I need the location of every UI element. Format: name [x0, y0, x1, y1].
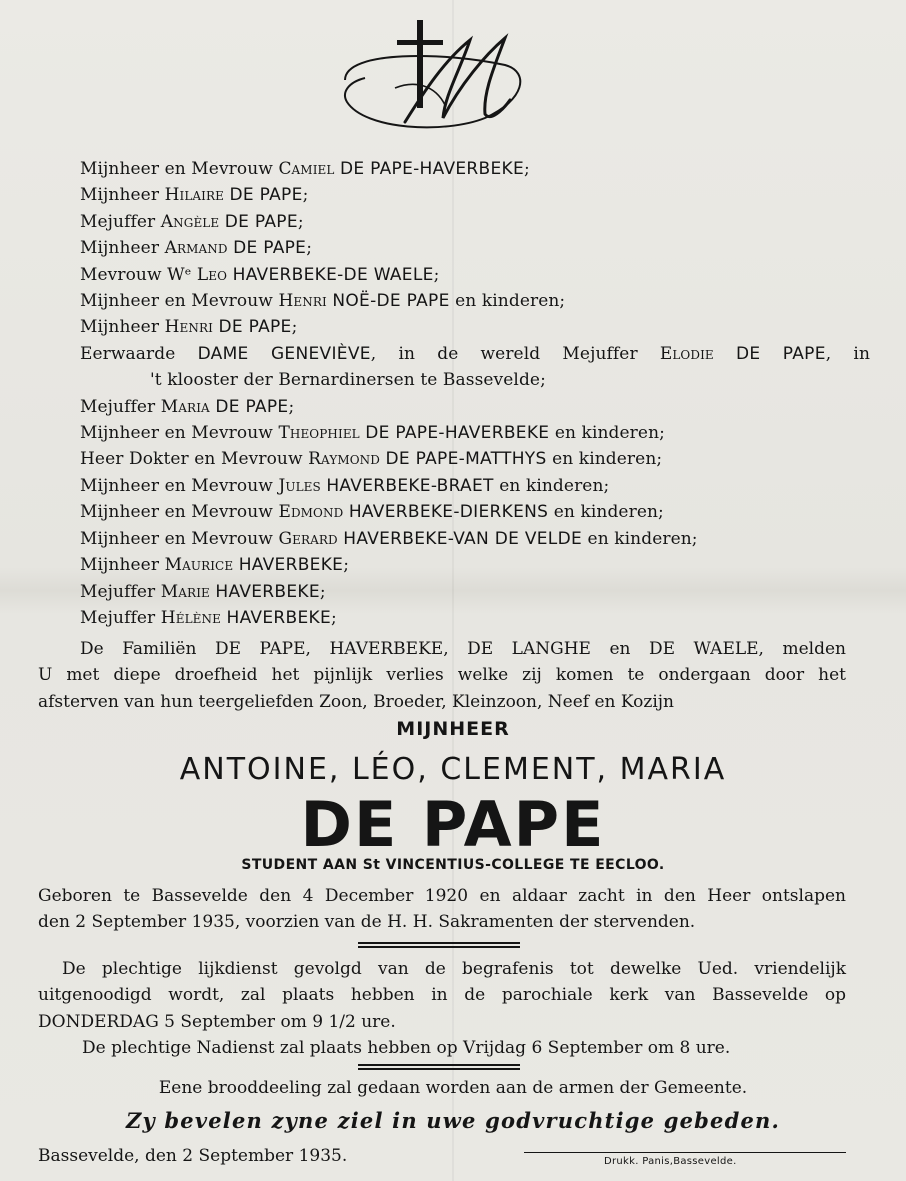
funeral-service-paragraph	[38, 956, 846, 1062]
family-line: Heer Dokter en Mevrouw Raymond DE PAPE-MATTHYS en kinderen;	[80, 449, 663, 470]
bread-distribution-note: Eene brooddeeling zal gedaan worden aan de armen der Gemeente.	[158, 1078, 748, 1098]
family-line: Mijnheer en Mevrouw Camiel DE PAPE-HAVERBEKE;	[80, 159, 530, 179]
printer-credit: Drukk. Panis,Bassevelde.	[604, 1156, 737, 1167]
family-line: Mejuffer Hélène HAVERBEKE;	[80, 607, 337, 628]
family-line: Mejuffer Maria DE PAPE;	[80, 396, 295, 417]
deceased-title: MIJNHEER	[396, 718, 510, 740]
family-line: Eerwaarde DAME GENEVIÈVE, in de wereld Mejuffer Elodie DE PAPE, in	[80, 343, 871, 364]
deceased-given-names: ANTOINE, LÉO, CLEMENT, MARIA	[179, 752, 727, 787]
family-line: Mijnheer Maurice HAVERBEKE;	[80, 555, 350, 576]
family-line: Mijnheer en Mevrouw Henri NOË-DE PAPE en kinderen;	[80, 291, 566, 312]
family-line: Mijnheer Armand DE PAPE;	[80, 238, 313, 259]
birth-death-line: den 2 September 1935, voorzien van de H. H. Sakramenten der stervenden.	[38, 912, 696, 933]
cross-m-monogram-icon	[335, 10, 535, 140]
announcement-line: afsterven van hun teergeliefden Zoon, Broeder, Kleinzoon, Neef en Kozijn	[38, 691, 674, 712]
family-line: Mejuffer Marie HAVERBEKE;	[80, 581, 326, 602]
family-line: Mijnheer en Mevrouw Jules HAVERBEKE-BRAET en kinderen;	[80, 475, 610, 496]
family-line-continuation: 't klooster der Bernardinersen te Bassevelde;	[150, 370, 546, 391]
bereaved-family-list	[80, 156, 870, 631]
prayer-request: Zy bevelen zyne ziel in uwe godvruchtige gebeden.	[125, 1108, 781, 1133]
service-line: DONDERDAG 5 September om 9 1/2 ure.	[38, 1011, 396, 1032]
announcement-line: De Familiën DE PAPE, HAVERBEKE, DE LANGHE en DE WAELE, melden	[80, 639, 846, 659]
service-line: uitgenoodigd wordt, zal plaats hebben in de parochiale kerk van Bassevelde op	[38, 985, 846, 1006]
announcement-paragraph	[38, 636, 846, 715]
family-line: Mijnheer Henri DE PAPE;	[80, 317, 298, 338]
place-and-date: Bassevelde, den 2 September 1935.	[38, 1146, 348, 1166]
family-line: Mejuffer Angèle DE PAPE;	[80, 211, 304, 232]
family-line: Mijnheer en Mevrouw Theophiel DE PAPE-HAVERBEKE en kinderen;	[80, 423, 665, 444]
deceased-subtitle: STUDENT AAN St VINCENTIUS-COLLEGE TE EECLOO.	[241, 857, 665, 873]
birth-death-line: Geboren te Bassevelde den 4 December 1920 en aldaar zacht in den Heer ontslapen	[38, 886, 846, 906]
family-line: Mijnheer Hilaire DE PAPE;	[80, 185, 309, 206]
family-line: Mijnheer en Mevrouw Gerard HAVERBEKE-VAN DE VELDE en kinderen;	[80, 528, 698, 549]
family-line: Mevrouw Wᵉ Leo HAVERBEKE-DE WAELE;	[80, 264, 440, 285]
service-line: De plechtige Nadienst zal plaats hebben op Vrijdag 6 September om 8 ure.	[82, 1038, 731, 1059]
birth-death-paragraph	[38, 883, 846, 936]
printer-rule	[524, 1152, 846, 1153]
service-line: De plechtige lijkdienst gevolgd van de begrafenis tot dewelke Ued. vriendelijk	[62, 959, 846, 979]
announcement-line: U met diepe droefheid het pijnlijk verlies welke zij komen te ondergaan door het	[38, 665, 846, 686]
deceased-surname: DE PAPE	[300, 788, 606, 861]
family-line: Mijnheer en Mevrouw Edmond HAVERBEKE-DIERKENS en kinderen;	[80, 502, 664, 523]
divider-rule	[358, 942, 520, 948]
divider-rule	[358, 1064, 520, 1070]
